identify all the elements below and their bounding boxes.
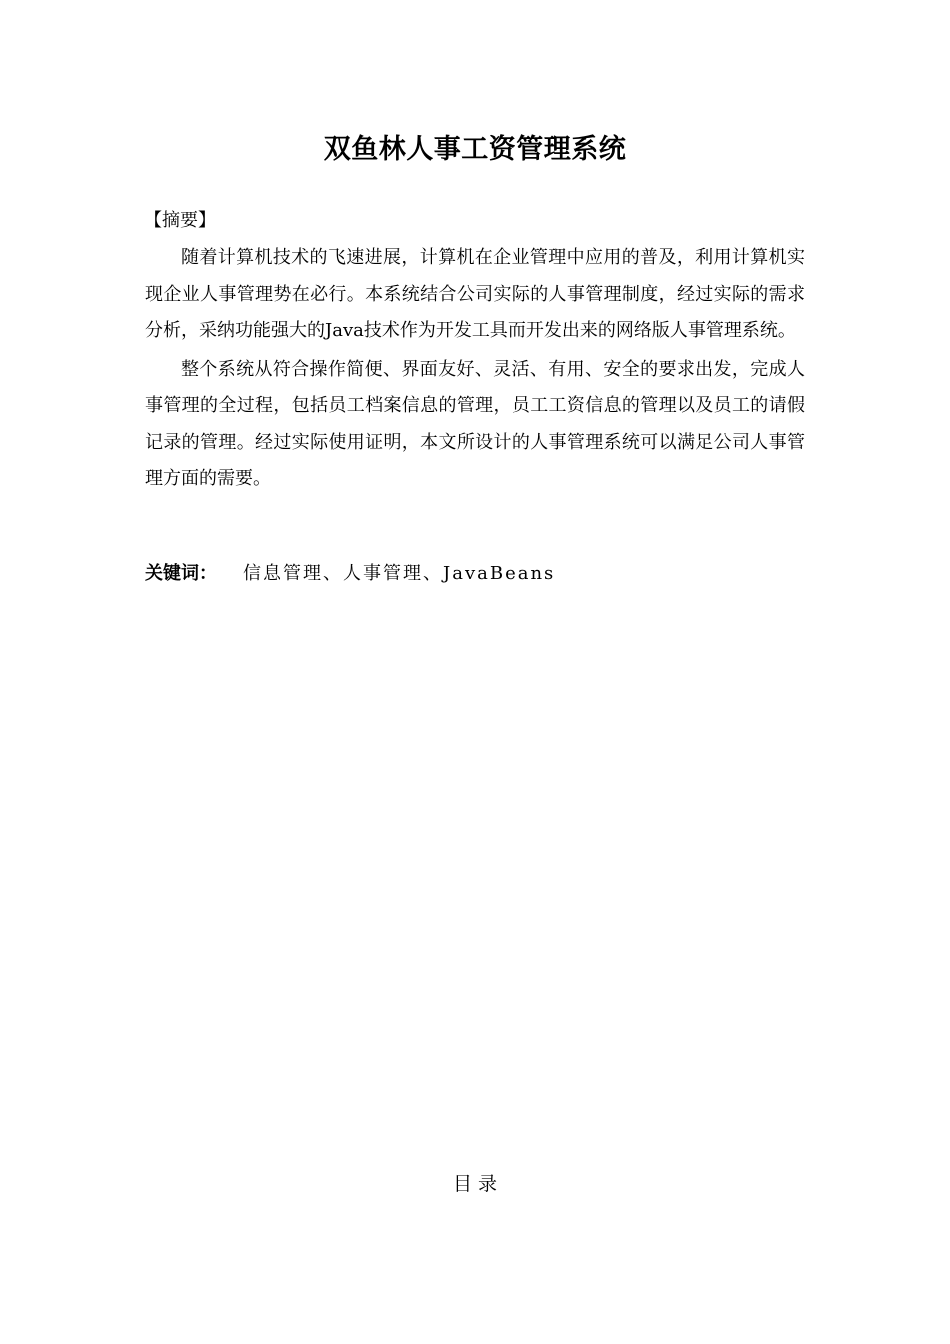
keywords-value: 信息管理、人事管理、JavaBeans xyxy=(243,563,556,584)
toc-heading: 目 录 xyxy=(452,1173,498,1195)
abstract-paragraph: 随着计算机技术的飞速进展，计算机在企业管理中应用的普及，利用计算机实现企业人事管理势在必行。本系统结合公司实际的人事管理制度，经过实际的需求分析，采纳功能强大的Java技术作为开发工具而开发出来的网络版人事管理系统。 xyxy=(145,247,805,341)
abstract-body xyxy=(145,240,805,498)
page-title: 双鱼林人事工资管理系统 xyxy=(323,134,627,165)
abstract-paragraph: 整个系统从符合操作简便、界面友好、灵活、有用、安全的要求出发，完成人事管理的全过程，包括员工档案信息的管理，员工工资信息的管理以及员工的请假记录的管理。经过实际使用证明，本文所设计的人事管理系统可以满足公司人事管理方面的需要。 xyxy=(145,358,805,489)
keywords-line xyxy=(145,559,555,589)
abstract-heading: 【摘要】 xyxy=(144,210,216,231)
keywords-label: 关键词： xyxy=(145,563,217,584)
